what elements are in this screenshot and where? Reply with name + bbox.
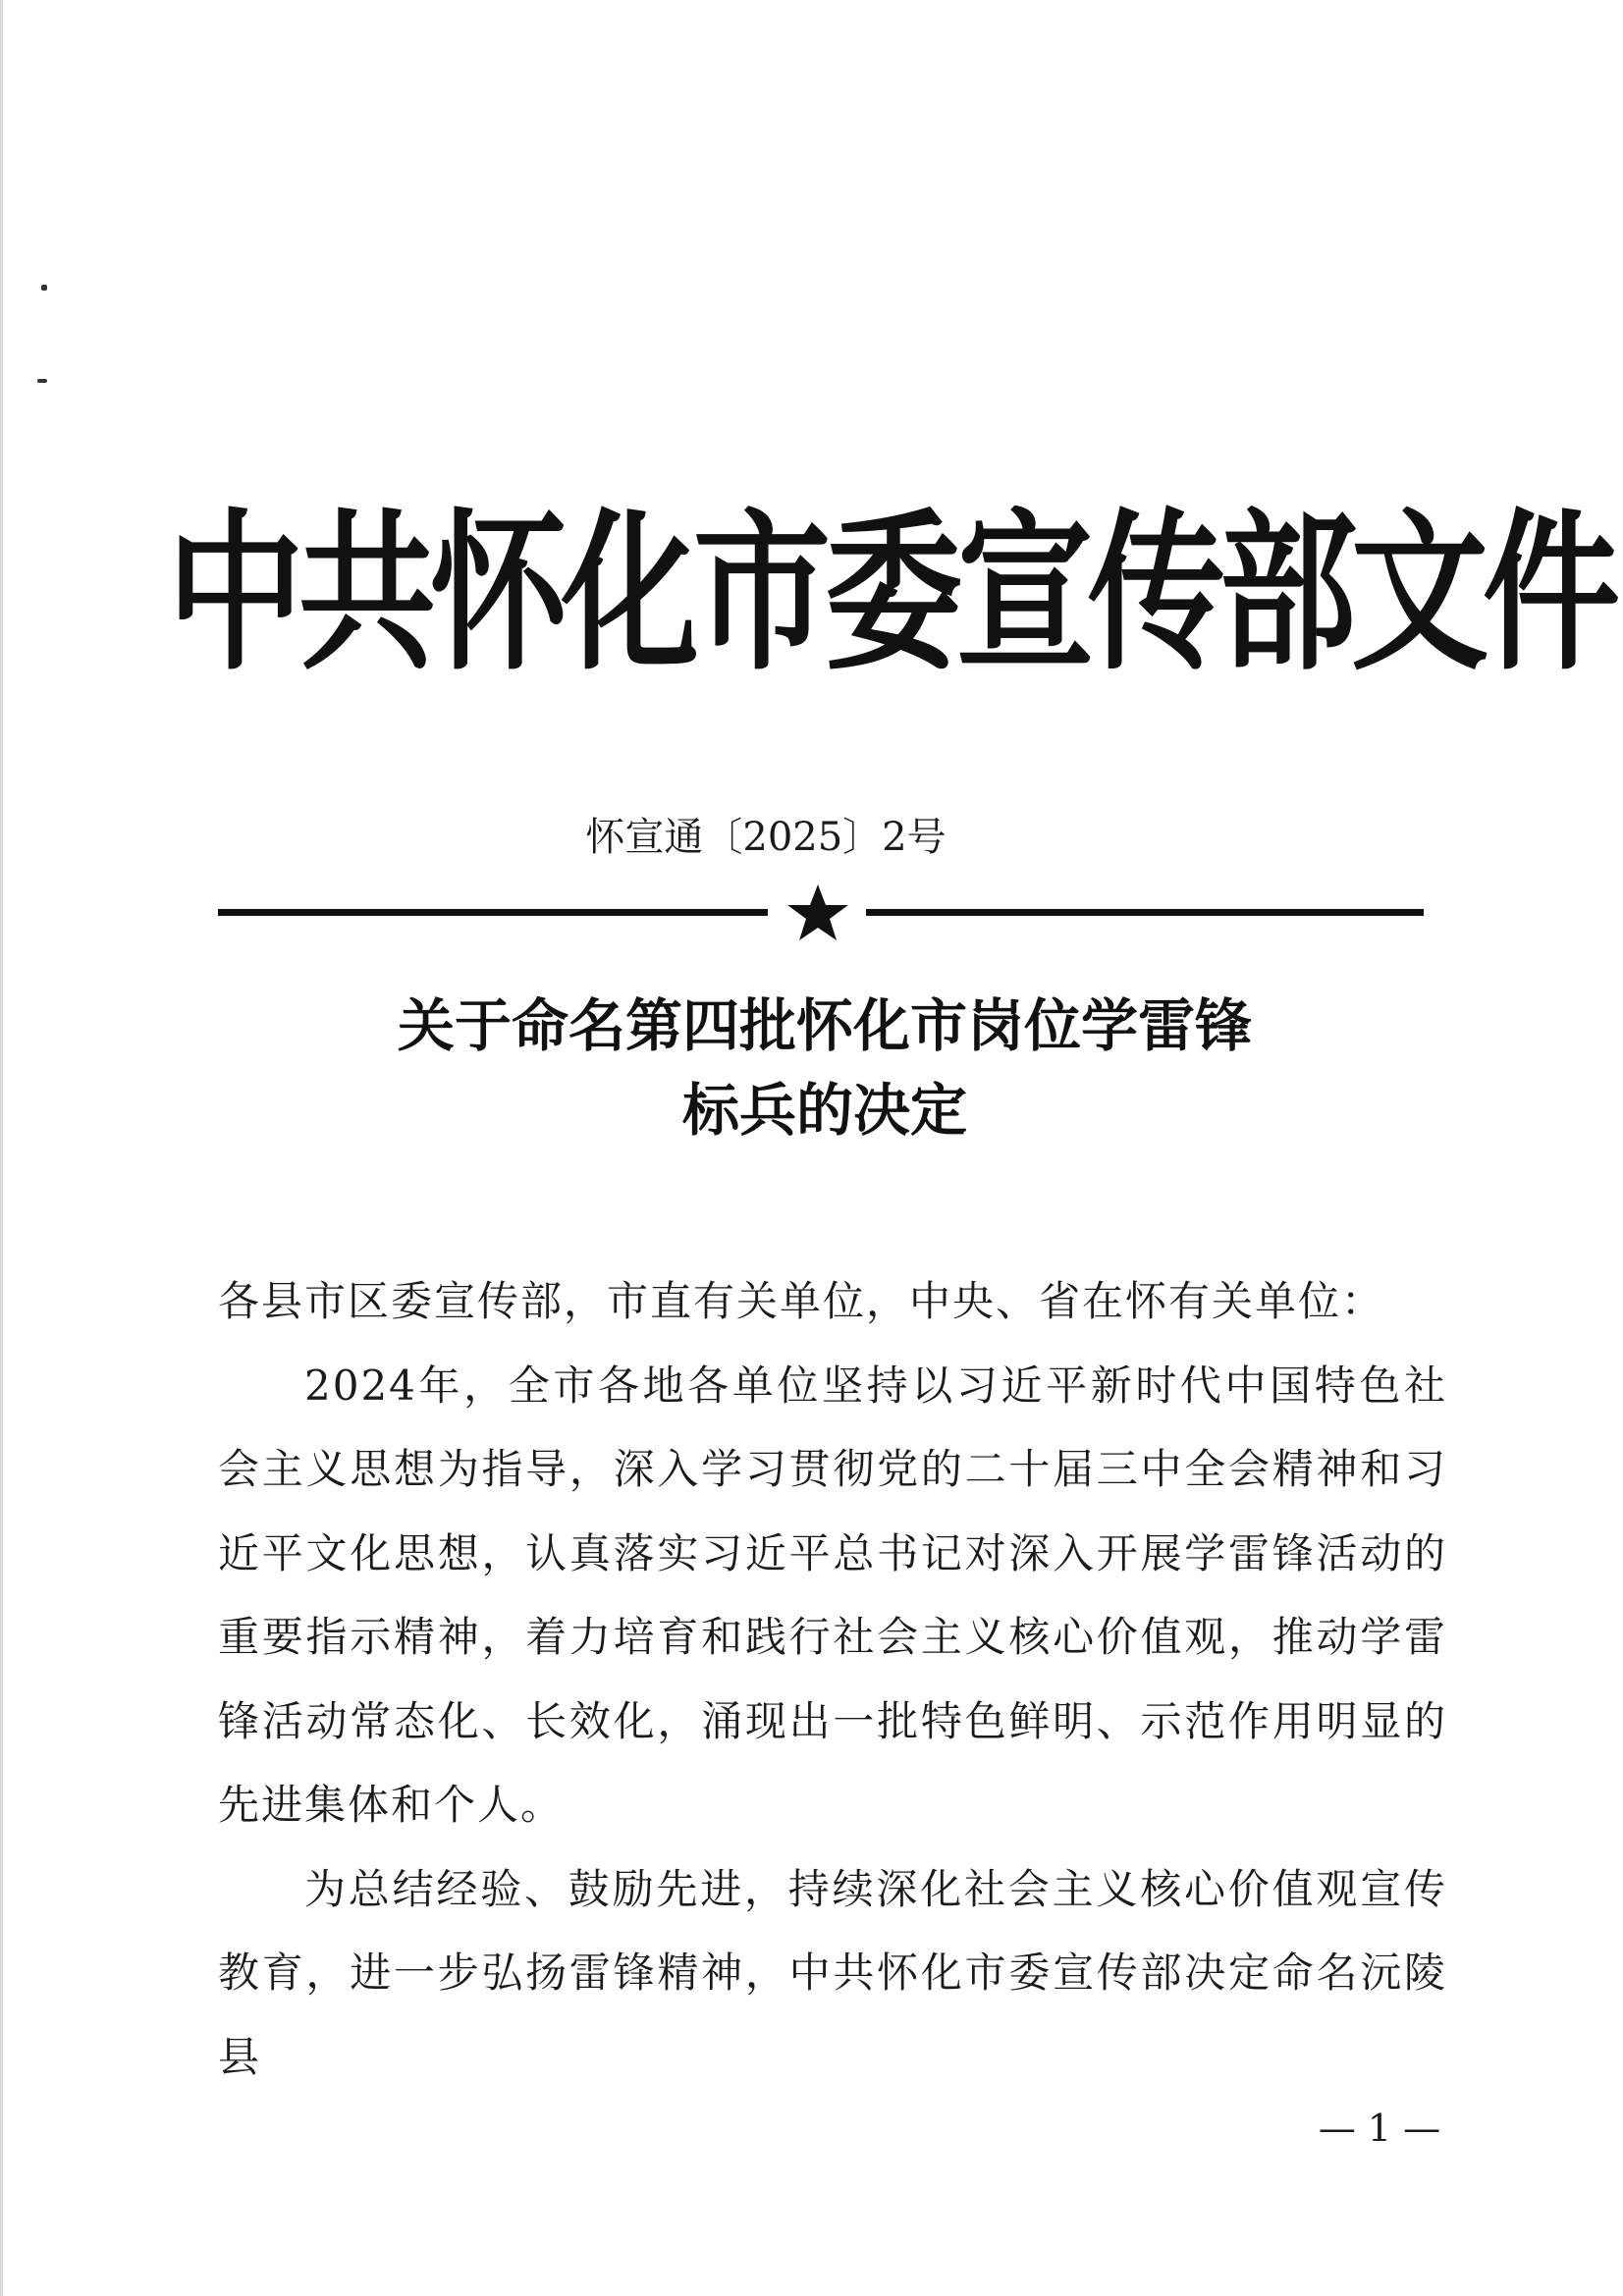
title-line-1: 关于命名第四批怀化市岗位学雷锋	[397, 992, 1252, 1059]
body-paragraph-2: 为总结经验、鼓励先进，持续深化社会主义核心价值观宣传教育，进一步弘扬雷锋精神，中共怀化市委宣传部决定命名沅陵县	[218, 1864, 1447, 2081]
separator-line-left	[218, 909, 768, 916]
scan-mark	[41, 285, 47, 291]
document-number: 怀宣通〔2025〕2号	[585, 815, 947, 860]
separator-line-right	[866, 909, 1424, 916]
page-number: — 1 —	[1318, 2107, 1441, 2150]
body-paragraph-1: 2024年，全市各地各单位坚持以习近平新时代中国特色社会主义思想为指导，深入学习贯彻党的二十届三中全会精神和习近平文化思想，认真落实习近平总书记对深入开展学雷锋活动的重要指示精神，着力培育和践行社会主义核心价值观，推动学雷锋活动常态化、长效化，涌现出一批特色鲜明、示范作用明显的先进集体和个人。	[218, 1361, 1447, 1829]
scan-edge	[0, 0, 3, 2296]
header-separator	[218, 883, 1424, 942]
document-title	[295, 984, 1355, 1152]
scan-mark	[37, 379, 47, 383]
title-line-2: 标兵的决定	[681, 1077, 967, 1144]
issuer-header: 中共怀化市委宣传部文件	[167, 493, 1615, 695]
star-icon	[785, 883, 850, 942]
salutation: 各县市区委宣传部，市直有关单位，中央、省在怀有关单位：	[218, 1277, 1385, 1325]
document-body	[218, 1259, 1447, 2099]
